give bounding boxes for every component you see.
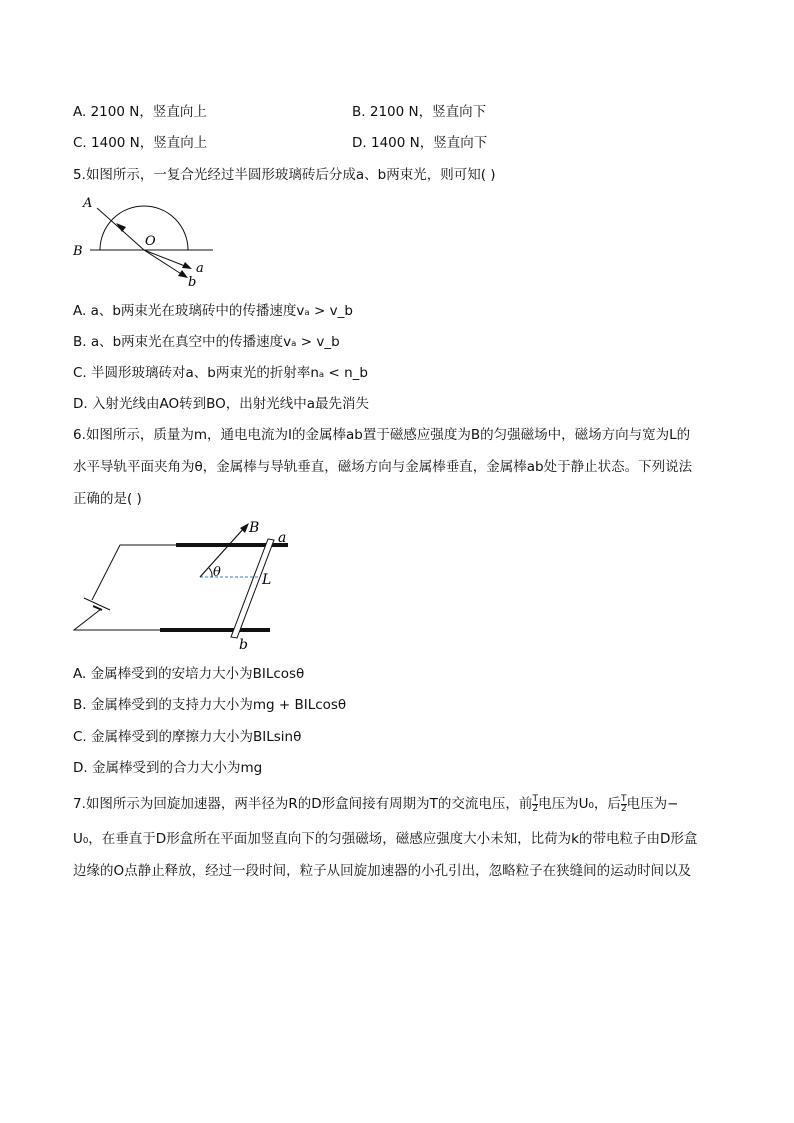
q4-option-a-letter: A. [73,104,87,120]
q4-option-c-letter: C. [73,135,87,151]
q5-option-a: A. a、b两束光在玻璃砖中的传播速度vₐ > v_b [73,303,353,319]
q6-label-L: L [262,572,272,588]
q6-label-B: B [249,520,260,536]
q6-label-b: b [239,637,248,653]
q5-label-B: B [73,244,83,259]
q7-fraction-1-den: 2 [532,803,539,814]
q5-label-O: O [145,234,156,249]
q5-label-b: b [188,275,197,290]
q6-label-theta: θ [213,565,221,580]
q5-label-a: a [196,261,204,276]
q7-line-1 [73,794,678,814]
q5-stem: 5.如图所示，一复合光经过半圆形玻璃砖后分成a、b两束光，则可知( ) [73,167,496,183]
q7-fraction-2-num: T [621,793,627,804]
q4-option-d-text: 1400 N，竖直向下 [370,135,488,151]
q4-option-d-wrap [352,133,487,153]
q5-ray-a-arrow [182,262,192,269]
q6-option-d: D. 金属棒受到的合力大小为mg [73,760,263,776]
q7-line-1-b: 电压为U₀，后 [538,796,621,812]
q6-battery-short-plate [93,606,102,610]
q4-option-c-text: 1400 N，竖直向上 [91,135,208,151]
q6-option-b: B. 金属棒受到的支持力大小为mg + BILcosθ [73,697,347,713]
q7-line-2: U₀，在垂直于D形盒所在平面加竖直向下的匀强磁场，磁感应强度大小未知，比荷为k的带电粒子由D形盒 [73,831,698,847]
q6-angle-arc [209,568,212,577]
q6-stem-line-1: 6.如图所示，质量为m，通电电流为I的金属棒ab置于磁感应强度为B的匀强磁场中，磁场方向与宽为L的 [73,427,691,443]
q6-b-field-arrow [200,527,245,577]
q5-label-A: A [83,196,93,211]
q7-fraction-2-den: 2 [620,803,627,814]
q6-label-a: a [278,530,287,546]
q4-option-b-wrap [352,102,486,122]
q4-option-b-letter: B. [352,104,366,120]
q7-line-3: 边缘的O点静止释放，经过一段时间，粒子从回旋加速器的小孔引出，忽略粒子在狭缝间的运动时间以及 [73,863,692,879]
q7-fraction-1-num: T [532,793,539,804]
q7-line-1-c: 电压为− [626,796,679,812]
q6-wire-bottom [74,609,176,630]
q4-option-a-text: 2100 N，竖直向上 [90,104,207,120]
q5-figure [70,192,220,292]
q6-option-c: C. 金属棒受到的摩擦力大小为BILsinθ [73,729,302,745]
q5-option-d: D. 入射光线由AO转到BO，出射光线中a最先消失 [73,396,370,412]
q4-option-c-wrap [73,133,207,153]
q6-option-a: A. 金属棒受到的安培力大小为BILcosθ [73,666,305,682]
q4-option-a-wrap [73,102,207,122]
q6-stem-line-2: 水平导轨平面夹角为θ，金属棒与导轨垂直，磁场方向与金属棒垂直，金属棒ab处于静止状态。下列说法 [73,459,693,475]
q5-option-c: C. 半圆形玻璃砖对a、b两束光的折射率nₐ < n_b [73,365,368,381]
q6-figure [70,518,310,653]
q7-line-1-a: 7.如图所示为回旋加速器，两半径为R的D形盒间接有周期为T的交流电压，前 [73,796,533,812]
q6-wire-top [92,545,176,600]
q4-option-d-letter: D. [352,135,367,151]
q5-ray-b-arrow [178,270,188,278]
q6-metal-rod [231,539,274,638]
q5-semicircle [100,206,188,250]
q5-incident-arrow [116,223,126,232]
q4-option-b-text: 2100 N，竖直向下 [369,104,487,120]
q6-stem-line-3: 正确的是( ) [73,491,142,507]
q5-option-b: B. a、b两束光在真空中的传播速度vₐ > v_b [73,334,340,350]
